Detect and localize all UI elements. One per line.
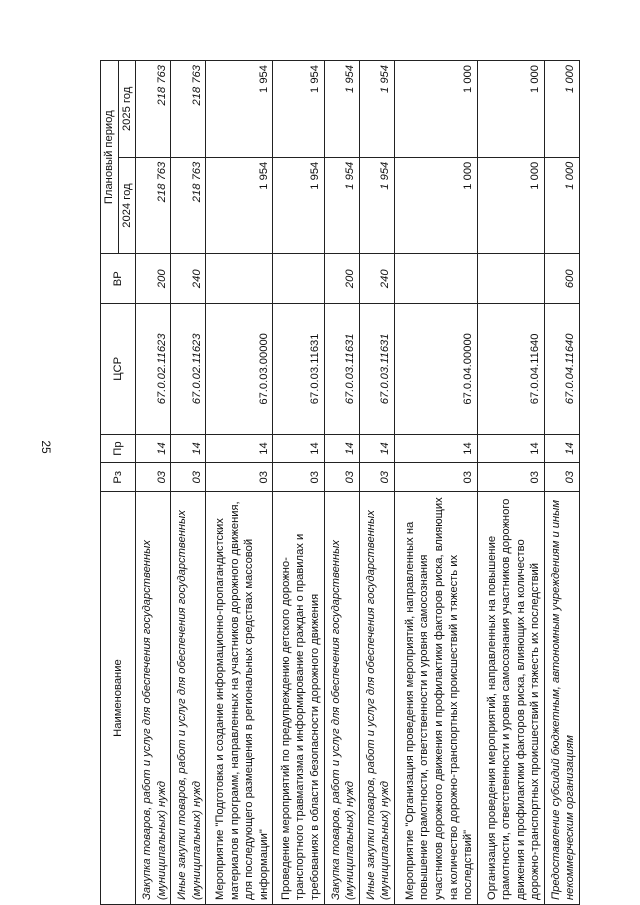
cell-pr: 14 (136, 434, 171, 463)
cell-2025: 1 954 (359, 61, 394, 158)
cell-pr: 14 (273, 434, 324, 463)
cell-2025: 218 763 (171, 61, 206, 158)
col-header-vr: ВР (101, 254, 136, 304)
cell-2025: 1 000 (544, 61, 579, 158)
table-row (359, 61, 394, 905)
cell-rz: 03 (324, 463, 359, 492)
cell-2025: 1 954 (206, 61, 273, 158)
cell-name: Иные закупки товаров, работ и услуг для обеспечения государственных (муниципальных) нужд (359, 492, 394, 905)
cell-csr: 67.0.04.11640 (477, 304, 544, 435)
cell-vr: 200 (136, 254, 171, 304)
cell-rz: 03 (171, 463, 206, 492)
page-number: 25 (39, 440, 53, 454)
cell-name: Проведение мероприятий по предупреждению детского дорожно-транспортного травматизма и информирование граждан о правилах и требованиях в области безопасности дорожного движения (273, 492, 324, 905)
col-header-csr: ЦСР (101, 304, 136, 435)
cell-csr: 67.0.03.11631 (273, 304, 324, 435)
cell-pr: 14 (544, 434, 579, 463)
cell-pr: 14 (206, 434, 273, 463)
rotated-table-container (100, 60, 580, 905)
table-row (324, 61, 359, 905)
table-header (101, 61, 136, 905)
cell-name: Мероприятие "Организация проведения мероприятий, направленных на повышение грамотности, ответственности и уровня самосознания участников дорожного движения и профилактики факторов риска, влияющих на количество дорожно-транспортных происшествий и тяжесть их последствий" (394, 492, 477, 905)
cell-vr: 240 (171, 254, 206, 304)
table-row (394, 61, 477, 905)
col-header-rz: Рз (101, 463, 136, 492)
cell-rz: 03 (273, 463, 324, 492)
cell-rz: 03 (544, 463, 579, 492)
cell-csr: 67.0.02.11623 (171, 304, 206, 435)
cell-2024: 218 763 (171, 157, 206, 254)
cell-vr: 200 (324, 254, 359, 304)
table-row (273, 61, 324, 905)
cell-2025: 218 763 (136, 61, 171, 158)
cell-csr: 67.0.04.11640 (544, 304, 579, 435)
cell-2024: 1 954 (273, 157, 324, 254)
cell-csr: 67.0.03.11631 (324, 304, 359, 435)
cell-vr (394, 254, 477, 304)
cell-rz: 03 (136, 463, 171, 492)
cell-rz: 03 (394, 463, 477, 492)
cell-name: Предоставление субсидий бюджетным, автономным учреждениям и иным некоммерческим организациям (544, 492, 579, 905)
cell-name: Организация проведения мероприятий, направленных на повышение грамотности, ответственности и уровня самосознания участников дорожного движения и профилактики факторов риска, влияющих на количество дорожно-транспортных происшествий и тяжесть их последствий (477, 492, 544, 905)
cell-2025: 1 000 (477, 61, 544, 158)
cell-pr: 14 (324, 434, 359, 463)
table-row (171, 61, 206, 905)
cell-2025: 1 954 (273, 61, 324, 158)
cell-2024: 1 954 (206, 157, 273, 254)
table-row (136, 61, 171, 905)
cell-2025: 1 954 (324, 61, 359, 158)
cell-2024: 218 763 (136, 157, 171, 254)
cell-vr (273, 254, 324, 304)
cell-rz: 03 (477, 463, 544, 492)
cell-vr: 600 (544, 254, 579, 304)
cell-name: Закупка товаров, работ и услуг для обеспечения государственных (муниципальных) нужд (136, 492, 171, 905)
table-body (136, 61, 580, 905)
col-header-pr: Пр (101, 434, 136, 463)
budget-table (100, 60, 580, 905)
cell-pr: 14 (359, 434, 394, 463)
table-row (477, 61, 544, 905)
cell-2024: 1 000 (544, 157, 579, 254)
cell-2024: 1 954 (324, 157, 359, 254)
cell-vr (206, 254, 273, 304)
cell-csr: 67.0.03.00000 (206, 304, 273, 435)
cell-name: Закупка товаров, работ и услуг для обеспечения государственных (муниципальных) нужд (324, 492, 359, 905)
cell-name: Иные закупки товаров, работ и услуг для обеспечения государственных (муниципальных) нужд (171, 492, 206, 905)
cell-csr: 67.0.04.00000 (394, 304, 477, 435)
table-row (544, 61, 579, 905)
cell-vr: 240 (359, 254, 394, 304)
table-row (206, 61, 273, 905)
col-header-name: Наименование (101, 492, 136, 905)
cell-2024: 1 000 (477, 157, 544, 254)
cell-2025: 1 000 (394, 61, 477, 158)
cell-csr: 67.0.02.11623 (136, 304, 171, 435)
cell-vr (477, 254, 544, 304)
cell-rz: 03 (206, 463, 273, 492)
cell-pr: 14 (171, 434, 206, 463)
col-header-2024: 2024 год (118, 157, 136, 254)
cell-rz: 03 (359, 463, 394, 492)
cell-2024: 1 000 (394, 157, 477, 254)
cell-2024: 1 954 (359, 157, 394, 254)
cell-pr: 14 (477, 434, 544, 463)
col-header-plan-period: Плановый период (101, 61, 119, 254)
cell-csr: 67.0.03.11631 (359, 304, 394, 435)
cell-pr: 14 (394, 434, 477, 463)
col-header-2025: 2025 год (118, 61, 136, 158)
cell-name: Мероприятие "Подготовка и создание информационно-пропагандистских материалов и программ, направленных на участников дорожного движения, для последующего размещения в региональных средствах массовой информации" (206, 492, 273, 905)
